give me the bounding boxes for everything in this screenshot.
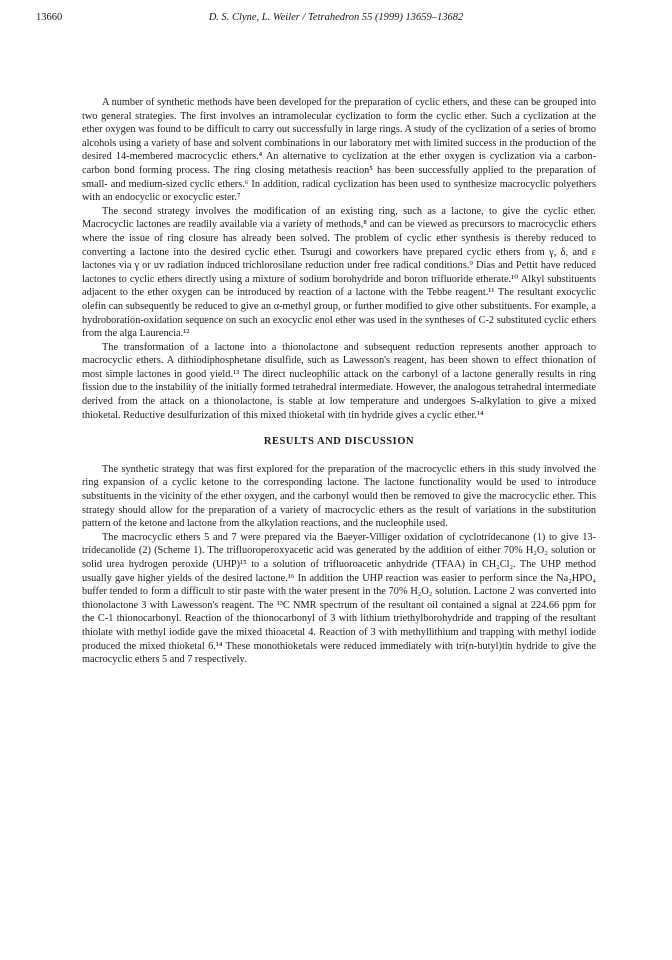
intro-paragraph-1: A number of synthetic methods have been developed for the preparation of cyclic ethers, and these can be grouped into two general strategies. The first involves an intramolecular cyclization to form the cyclic ether. Such a cyclization at the ether oxygen was found to be difficult to carry out successfully in large rings. A study of the cyclization of a series of bromo alcohols using a variety of base and solvent combinations in our laboratory met with limited success in the production of the desired 14-membered macrocyclic ethers.⁴ An alternative to cyclization at the ether oxygen is cyclization via a carbon-carbon bond forming process. The ring closing metathesis reaction⁵ has been successfully applied to the preparation of small- and medium-sized cyclic ethers.⁶ In addition, radical cyclization has been used to synthesize macrocyclic polyethers with an endocyclic or exocyclic ester.⁷ [82, 97, 596, 204]
intro-paragraph-2: The second strategy involves the modification of an existing ring, such as a lactone, to give the cyclic ether. Macrocyclic lactones are readily available via a variety of methods,⁸ and can be viewed as precursors to macrocyclic ethers where the issue of ring closure has already been solved. The problem of cyclic ether synthesis is thereby reduced to converting a lactone into the desired cyclic ether. Tsurugi and coworkers have prepared cyclic ethers from γ, δ, and ε lactones via γ or uv radiation induced trichlorosilane reduction under free radical conditions.⁹ Dias and Pettit have reduced lactones to cyclic ethers directly using a mixture of sodium borohydride and boron trifluoride etherate.¹⁰ Alkyl substituents adjacent to the ether oxygen can be introduced by reaction of a lactone with the Tebbe reagent.¹¹ The resultant exocyclic olefin can subsequently be reduced to give an α-methyl group, or further modified to give other substituents. For example, a hydroboration-oxidation sequence on such an exocyclic enol ether was used in the syntheses of C-2 substituted cyclic ethers from the alga Laurencia.¹² [82, 205, 596, 340]
running-head: D. S. Clyne, L. Weiler / Tetrahedron 55 (1999) 13659–13682 [208, 12, 464, 23]
page-number: 13660 [36, 12, 63, 23]
intro-paragraph-3: The transformation of a lactone into a thionolactone and subsequent reduction represents another approach to macrocyclic ethers. A dithiodiphosphetane disulfide, such as Lawesson's reagent, has been shown to effect thionation of most simple lactones in good yield.¹³ The direct nucleophilic attack on the carbonyl of a lactone generally results in ring fission due to the instability of the initially formed tetrahedral intermediate. However, the analogous tetrahedral intermediate derived from the attack on a thionolactone, is stable at low temperature and undergoes S-alkylation to give a mixed thioketal. Reductive desulfurization of this mixed thioketal with tin hydride gives a cyclic ether.¹⁴ [82, 341, 596, 421]
section-heading: RESULTS AND DISCUSSION [263, 436, 415, 448]
results-paragraph-1: The synthetic strategy that was first explored for the preparation of the macrocyclic ethers in this study involved the ring expansion of a cyclic ketone to the corresponding lactone. The lactone functionality would be used to introduce substituents in the vicinity of the ether oxygen, and the carbonyl would then be removed to give the macrocyclic ether. This strategy should allow for the preparation of a variety of macrocyclic ethers as the result of variations in the substitution pattern of the ketone and lactone from the alkylation reactions, and the nucleophile used. [82, 463, 596, 530]
article-body [82, 96, 596, 667]
page-header [36, 12, 636, 28]
results-paragraph-2: The macrocyclic ethers 5 and 7 were prepared via the Baeyer-Villiger oxidation of cyclotridecanone (1) to give 13-tridecanolide (2) (Scheme 1). The trifluoroperoxyacetic acid was generated by the addition of either 70% H₂O₂ solution or solid urea hydrogen peroxide (UHP)¹⁵ to a solution of trifluoroacetic anhydride (TFAA) in CH₂Cl₂. The UHP method usually gave higher yields of the desired lactone.¹⁶ In addition the UHP reaction was easier to perform since the Na₂HPO₄ buffer tended to form a difficult to stir paste with the water present in the 70% H₂O₂ solution. Lactone 2 was converted into thionolactone 3 with Lawesson's reagent. The ¹³C NMR spectrum of the resultant oil contained a signal at 224.66 ppm for the C-1 thionocarbonyl. Reaction of the thionocarbonyl of 3 with lithium triethylborohydride and trapping of the resultant thiolate with methyl iodide gave the mixed thioacetal 4. Reaction of 3 with methyllithium and trapping with methyl iodide produced the mixed thioketal 6.¹⁴ These monothioketals were reduced immediately with tri(n-butyl)tin hydride to give the macrocyclic ethers 5 and 7 respectively. [82, 531, 596, 666]
